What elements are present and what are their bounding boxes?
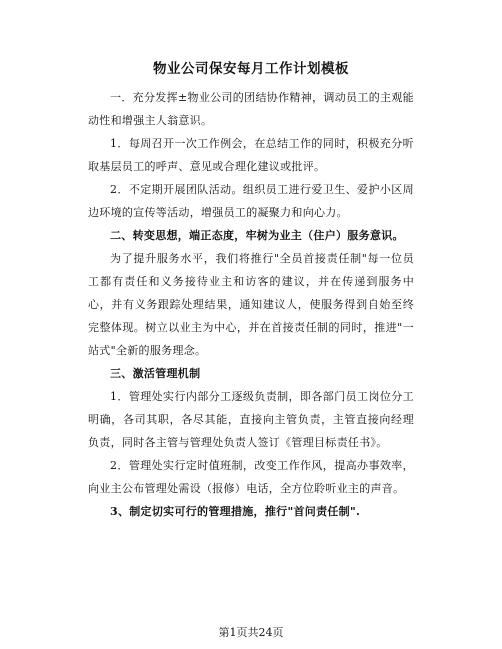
paragraph-2: 1．每周召开一次工作例会，在总结工作的同时，积极充分听取基层员工的呼声、意见或合理化建议或批评。	[88, 137, 414, 173]
paragraph-5: 为了提升服务水平，我们将推行"全员首接责任制"每一位员工都有责任和义务接待业主和访客的建议，并在传递到服务中心，并有义务跟踪处理结果，通知建议人，使服务得到自始至终完整体现。树立以业主为中心，并在首接责任制的同时，推进"一站式"全新的服务理念。	[88, 252, 414, 357]
document-title: 物业公司保安每月工作计划模板	[153, 61, 349, 77]
subsection-heading-3: 3、制定切实可行的管理措施，推行"首问责任制".	[110, 505, 361, 518]
paragraph-8: 2．管理处实行定时值班制，改变工作作风，提高办事效率，向业主公布管理处需设（报修）电话，全方位聆听业主的声音。	[88, 459, 414, 495]
document-body	[88, 60, 414, 523]
section-heading-2: 二、转变思想，端正态度，牢树为业主（住户）服务意识。	[110, 229, 404, 242]
section-heading-3: 三、激活管理机制	[110, 367, 201, 380]
paragraph-7: 1．管理处实行内部分工逐级负责制，即各部门员工岗位分工明确，各司其职，各尽其能，直接向主管负责，主管直接向经理负责，同时各主管与管理处负责人签订《管理目标责任书》。	[88, 390, 414, 449]
paragraph-3: 2．不定期开展团队活动。组织员工进行爱卫生、爱护小区周边环境的宣传等活动，增强员工的凝聚力和向心力。	[88, 183, 414, 219]
paragraph-1: 一．充分发挥±物业公司的团结协作精神，调动员工的主观能动性和增强主人翁意识。	[88, 91, 414, 127]
page-number-footer: 第1页共24页	[218, 626, 284, 639]
